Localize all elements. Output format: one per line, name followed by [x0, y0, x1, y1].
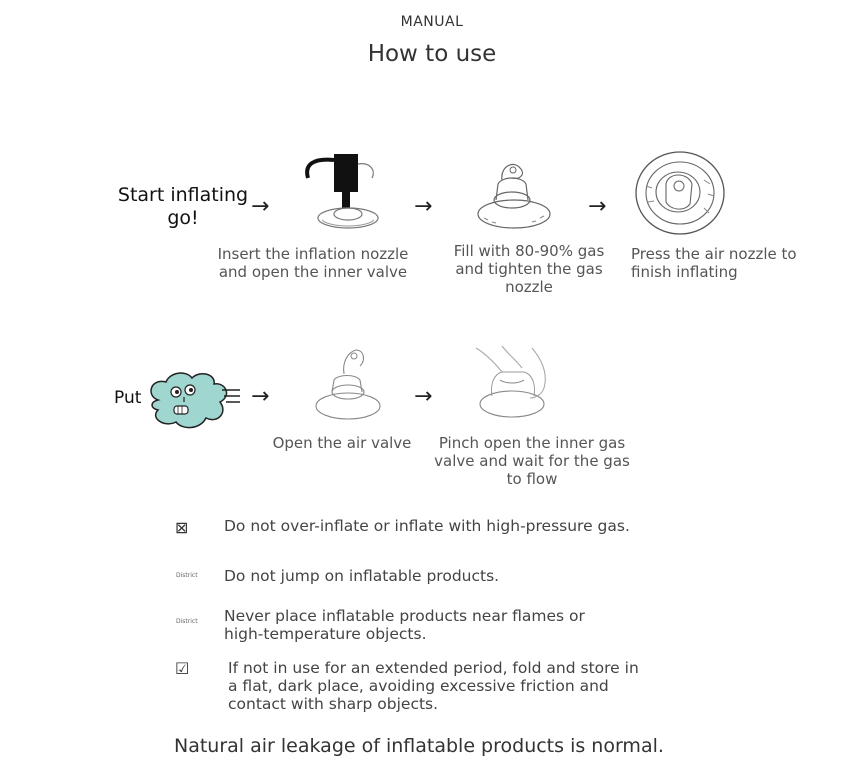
district-icon: District — [176, 572, 198, 579]
arrow-right-icon: → — [588, 194, 607, 219]
page-title: How to use — [367, 41, 497, 67]
put-label: Put — [114, 388, 142, 408]
start-inflating-label — [112, 184, 254, 230]
closed-valve-illustration — [634, 150, 728, 236]
checkbox-crossed-icon: ⊠ — [175, 518, 189, 537]
step-caption-insert-nozzle: Insert the inflation nozzle and open the inner valve — [217, 245, 409, 281]
step-caption-pinch-valve: Pinch open the inner gas valve and wait for the gas to flow — [434, 434, 630, 488]
arrow-right-icon: → — [414, 384, 433, 409]
warning-no-jumping: Do not jump on inflatable products. — [224, 567, 500, 585]
pinch-valve-illustration — [472, 344, 554, 424]
step-caption-open-valve: Open the air valve — [272, 434, 412, 452]
warning-storage: If not in use for an extended period, fold and store in a flat, dark place, avoiding excessive friction and contact with sharp objects. — [228, 659, 639, 713]
step-caption-fill-gas: Fill with 80-90% gas and tighten the gas nozzle — [453, 242, 605, 296]
footer-note: Natural air leakage of inflatable products is normal. — [174, 735, 664, 757]
checkbox-checked-icon: ☑ — [175, 659, 190, 678]
start-inflating-line2: go! — [167, 207, 199, 229]
district-icon: District — [176, 618, 198, 625]
pump-nozzle-illustration — [300, 154, 400, 236]
warning-no-flames: Never place inflatable products near flames or high-temperature objects. — [224, 607, 585, 643]
arrow-right-icon: → — [414, 194, 433, 219]
step-caption-press-nozzle: Press the air nozzle to finish inflating — [631, 245, 797, 281]
cloud-mascot-icon — [144, 370, 246, 432]
arrow-right-icon: → — [251, 384, 270, 409]
manual-label: MANUAL — [400, 14, 464, 30]
arrow-right-icon: → — [251, 194, 270, 219]
valve-cap-illustration — [472, 156, 558, 234]
warning-over-inflate: Do not over-inflate or inflate with high-pressure gas. — [224, 517, 630, 535]
open-valve-illustration — [310, 344, 386, 424]
start-inflating-line1: Start inflating — [117, 184, 249, 206]
